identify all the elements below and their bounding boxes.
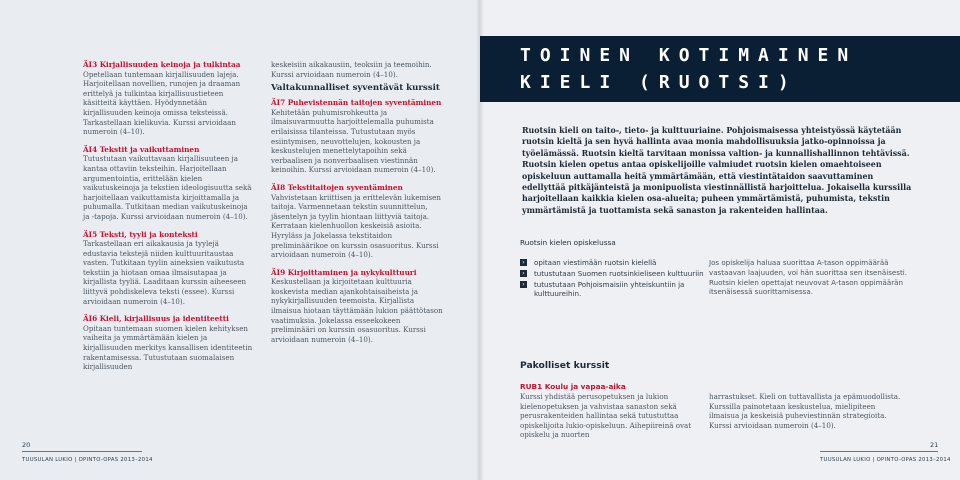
left-column-1 [83, 60, 253, 380]
course-ai5 [83, 230, 253, 307]
course-title: ÄI5 Teksti, tyyli ja konteksti [83, 229, 198, 239]
arrow-bullet-icon: › [520, 259, 527, 266]
course-ai3 [83, 60, 253, 137]
section-heading: Valtakunnalliset syventävät kurssit [271, 83, 440, 94]
arrow-bullet-icon: › [520, 281, 527, 288]
course-title: ÄI9 Kirjoittaminen ja nykykulttuuri [271, 267, 417, 277]
page-number-right: 21 [930, 441, 939, 449]
arrow-bullet-icon: › [520, 270, 527, 277]
study-heading: Ruotsin kielen opiskelussa [520, 238, 616, 247]
course-description: Tarkastellaan eri aikakausia ja tyylejä edustavia tekstejä niiden kulttuuritaustaa vasten. Tutkitaan tyylin aineksien vaikutusta tekstiin ja hiotaan omaa ilmaisutapaa ja kirjallista tyyliä. Laaditaan kurssin aiheeseen liittyvä pohdiskeleva teksti (essee). Kurssi arvioidaan numeroin (4–10). [83, 239, 247, 306]
footer-rule-right [820, 451, 938, 452]
list-item-text: opitaan viestimään ruotsin kielellä [534, 258, 657, 267]
list-item [520, 280, 710, 300]
course-description-left: Kurssi yhdistää perusopetuksen ja lukion kielenopetuksen ja vahvistaa sanaston sekä perusrakenteiden hallintaa sekä tutustuttaa opiskelijoita lukio-opiskeluun. Aihepiireinä ovat opiskelu ja nuorten [520, 392, 692, 440]
side-note: Jos opiskelija haluaa suorittaa A-tason oppimäärää vastaavan laajuuden, voi hän suorittaa sen itsenäisesti. Ruotsin kielen opettajat neuvovat A-tason oppimäärän itsenäisessä suorittamisessa. [709, 258, 908, 297]
footer-left: TUUSULAN LUKIO | OPINTO-OPAS 2013–2014 [22, 457, 153, 463]
footer-right: TUUSULAN LUKIO | OPINTO-OPAS 2013–2014 [820, 457, 951, 463]
list-item [520, 258, 710, 268]
course-title: ÄI7 Puhevistennän taitojen syventäminen [271, 98, 442, 108]
course-ai9 [271, 268, 443, 345]
course-title: ÄI8 Tekstitaitojen syventäminen [271, 182, 403, 192]
course-ai4 [83, 145, 253, 222]
course-ai6 [83, 314, 253, 372]
course-description: Opetellaan tuntemaan kirjallisuuden lajeja. Harjoitellaan novellien, runojen ja draaman erittelyä ja tulkintaa kirjallisuustieteen käsitteitä käyttäen. Hyödynnetään kirjallisuuden keinoja omissa teksteissä. Tarkastellaan kielikuvia. Kurssi arvioidaan numeroin (4–10). [83, 69, 241, 137]
course-description: Keskustellaan ja kirjoitetaan kulttuuria koskevista median ajankohtaisaiheista ja nykykirjallisuuden teemoista. Kirjallista ilmaisua hiotaan täyttämään lukion päättötason vaatimuksia. Jokelassa esseekokeen preliminääri on kurssin osasuoritus. Kurssi arvioidaan numeroin (4–10). [271, 277, 443, 344]
banner-title-line-2: KIELI (RUOTSI) [520, 72, 798, 93]
banner-title-line-1: TOINEN KOTIMAINEN [520, 45, 858, 66]
course-title: ÄI4 Tekstit ja vaikuttaminen [83, 144, 200, 154]
course-ai7 [271, 98, 443, 175]
course-description: Tutustutaan vaikuttavaan kirjallisuuteen ja kantaa ottaviin teksteihin. Harjoitellaan argumentointia, erittelään kielen vaikutuskeinoja ja tekstien ideologisuutta sekä harjoitellaan vaikuttamista kirjoittamalla ja puhumalla. Tutkitaan median vaikutuskeinoja ja -tapoja. Kurssi arvioidaan numeroin (4–10). [83, 154, 252, 221]
course-title: ÄI3 Kirjallisuuden keinoja ja tulkintaa [83, 60, 241, 69]
study-list [520, 258, 710, 300]
course-title: ÄI6 Kieli, kirjallisuus ja identiteetti [83, 314, 229, 324]
continued-text: keskeisiin aikakausiin, teoksiin ja teemoihin. Kurssi arvioidaan numeroin (4–10). [271, 60, 432, 79]
course-description: Opitaan tuntemaan suomen kielen kehityksen vaiheita ja ymmärtämään kielen ja kirjallisuuden merkitys kansallisen identiteetin rakentamisessa. Tutustutaan suomalaisen kirjallisuuden [83, 323, 253, 372]
footer-rule-left [22, 451, 142, 452]
left-column-2 [271, 60, 443, 352]
page-number-left: 20 [22, 441, 31, 449]
course-ai8 [271, 183, 443, 260]
course-description-right: harrastukset. Kieli on tuttavallista ja epämuodollista. Kurssilla painotetaan keskustelua, mielipiteen ilmaisua ja keskeisiä puheviestinnän strategioita. Kurssi arvioidaan numeroin (4–10). [709, 392, 901, 430]
list-item-text: tutustutaan Pohjoismaisiin yhteiskuntiin ja kulttuureihin. [534, 279, 685, 299]
title-banner [480, 36, 960, 102]
course-description: Kehitetään puhumisrohkeutta ja ilmaisuvarmuutta harjoittelemalla puhumista erilaisissa tilanteissa. Tutustutaan myös esiintymisen, neuvottelujen, kokousten ja keskustelujen menettelytapoihin sekä verbaalisen ja nonverbaalisen viestinnän keinoihin. Kurssi arvioidaan numeroin (4–10). [271, 107, 436, 175]
course-description: Vahvistetaan kriittisen ja erittelevän lukemisen taitoja. Varmennetaan tekstin suunnittelun, jäsentelyn ja tyylin hiontaan liittyviä taitoja. Kerrataan kielenhuollon keskeisiä asioita. Hyryläss ja Jokelassa tekstitaidon preliminäärikoe on kurssin osasuoritus. Kurssi arvioidaan numeroin (4–10). [271, 192, 441, 260]
list-item-text: tutustutaan Suomen ruotsinkieliseen kulttuuriin [534, 268, 704, 278]
course-title: RUB1 Koulu ja vapaa-aika [520, 382, 626, 391]
list-item [520, 269, 710, 279]
intro-paragraph: Ruotsin kieli on taito-, tieto- ja kulttuuriaine. Pohjoismaisessa yhteistyössä käytetään ruotsin kieltä ja sen hyvä hallinta avaa monia mahdollisuuksia jatko-opinnoissa ja työelämässä. Ruotsin kieltä tarvitaan monissa valtion- ja kunnallishallinnon tehtävissä. Ruotsin kielen opetus antaa opiskelijoille valmiudet ruotsin kielen omaehtoiseen opiskeluun auttamalla heitä ymmärtämään, että viestintätaidon saavuttaminen edellyttää pitkäjänteistä ja monipuolista viestinnällistä harjoittelua. Jokaisella kurssilla harjoitellaan kaikkia kielen osa-alueita; puheen ymmärtämistä, puhumista, tekstin ymmärtämistä ja tuottamista sekä sanaston ja rakenteiden hallintaa. [522, 126, 912, 215]
courses-heading: Pakolliset kurssit [520, 360, 610, 371]
